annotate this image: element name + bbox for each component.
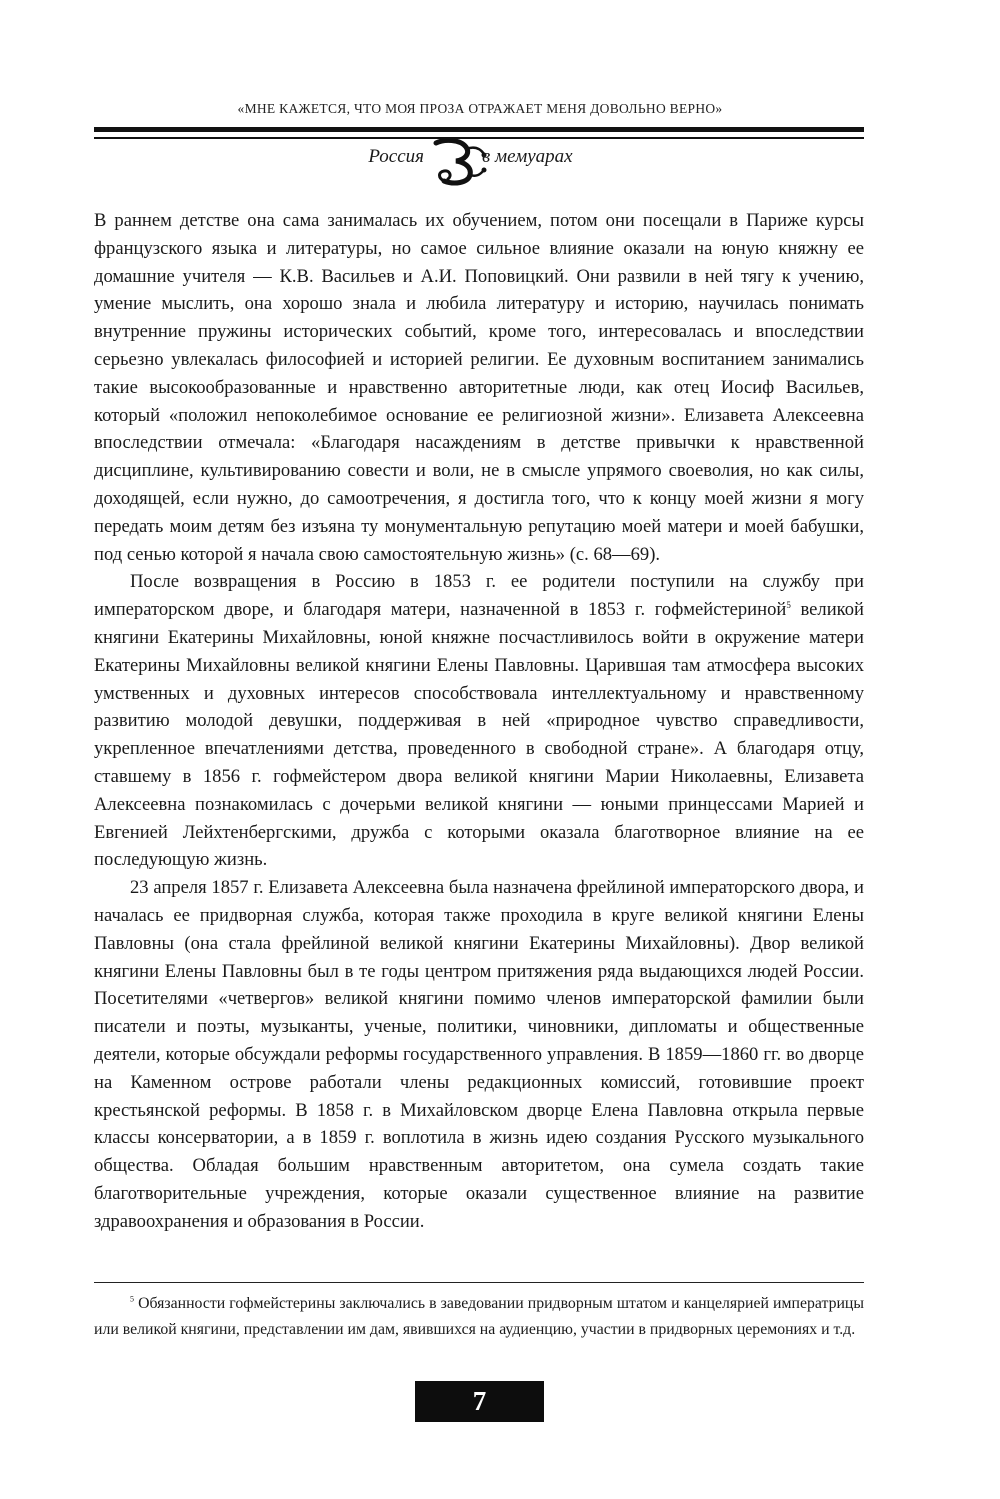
header-rule-thick [94, 127, 864, 132]
series-title-left: Россия [368, 146, 424, 167]
series-title-right: в мемуарах [482, 146, 573, 167]
paragraph-text: великой княгини Екатерины Михайловны, юной княжне посчастливилось войти в окружение матери Екатерины Михайловны великой княгини Елены Павловны. Царившая там атмосфера высоких умственных и духовных интересов способствовала интеллектуальному и нравственному развитию молодой девушки, поддерживая в ней «природное чувство справедливости, укрепленное впечатлениями детства, проведенного в свободной стране». А благодаря отцу, ставшему в 1856 г. гофмейстером двора великой княгини Марии Николаевны, Елизавета Алексеевна познакомилась с дочерьми великой княгини — юными принцессами Марией и Евгенией Лейхтенбергскими, дружба с которыми оказала благотворное влияние на ее последующую жизнь. [94, 599, 864, 871]
footnote-paragraph [94, 1291, 864, 1343]
series-logo-icon [430, 137, 488, 187]
footnote-text: Обязанности гофмейстерины заключались в заведовании придворным штатом и канцелярией императрицы или великой княгини, представлении им дам, явившихся на аудиенцию, участии в придворных церемониях и т.д. [94, 1295, 864, 1338]
paragraph: 23 апреля 1857 г. Елизавета Алексеевна была назначена фрейлиной императорского двора, и началась ее придворная служба, которая также проходила в круге великой княгини Елены Павловны (она стала фрейлиной великой княгини Екатерины Михайловны). Двор великой княгини Елены Павловны был в те годы центром притяжения ряда выдающихся людей России. Посетителями «четвергов» великой княгини помимо членов императорской фамилии были писатели и поэты, музыканты, ученые, политики, чиновники, дипломаты и общественные деятели, которые обсуждали реформы государственного управления. В 1859—1860 гг. во дворце на Каменном острове работали члены редакционных комиссий, готовившие проект крестьянской реформы. В 1858 г. в Михайловском дворце Елена Павловна открыла первые классы консерватории, а в 1859 г. воплотила в жизнь идею создания Русского музыкального общества. Обладая большим нравственным авторитетом, она сумела создать такие благотворительные учреждения, которые оказали существенное влияние на развитие здравоохранения и образования в России. [94, 877, 864, 1232]
footnote-reference[interactable]: 5 [786, 599, 791, 610]
series-title [94, 139, 864, 189]
footnote-divider [94, 1282, 864, 1283]
paragraph: В раннем детстве она сама занималась их обучением, потом они посещали в Париже курсы французского языка и литературы, но самое сильное влияние оказали на юную княжну ее домашние учителя — К.В. Васильев и А.И. Поповицкий. Они развили в ней тягу к учению, умение мыслить, она хорошо знала и любила литературу и историю, научилась понимать внутренние пружины исторических событий, кроме того, интересовалась и впоследствии серьезно увлекалась философией и историей религии. Ее духовным воспитанием занимались такие высокообразованные и нравственно авторитетные люди, как отец Иосиф Васильев, который «положил непоколебимое основание ее религиозной жизни». Елизавета Алексеевна впоследствии отмечала: «Благодаря насаждениям в детстве привычки к нравственной дисциплине, культивированию совести и воли, не в смысле упрямого своеволия, но как силы, доходящей, если нужно, до самоотречения, я достигла того, что к концу моей жизни я могу передать моим детям без изъяна ту монументальную репутацию моей матери и моей бабушки, под сенью которой я начала свою самостоятельную жизнь» (с. 68—69). [94, 210, 864, 565]
paragraph [94, 568, 864, 874]
paragraph-text: После возвращения в Россию в 1853 г. ее родители поступили на службу при императорском дворе, и благодаря матери, назначенной в 1853 г. гофмейстериной [94, 571, 864, 621]
body-text [94, 207, 864, 1235]
footnote-mark: 5 [130, 1294, 134, 1304]
page-number: 7 [415, 1381, 544, 1422]
running-head: «МНЕ КАЖЕТСЯ, ЧТО МОЯ ПРОЗА ОТРАЖАЕТ МЕНЯ ДОВОЛЬНО ВЕРНО» [237, 101, 723, 116]
footnote [94, 1291, 864, 1343]
